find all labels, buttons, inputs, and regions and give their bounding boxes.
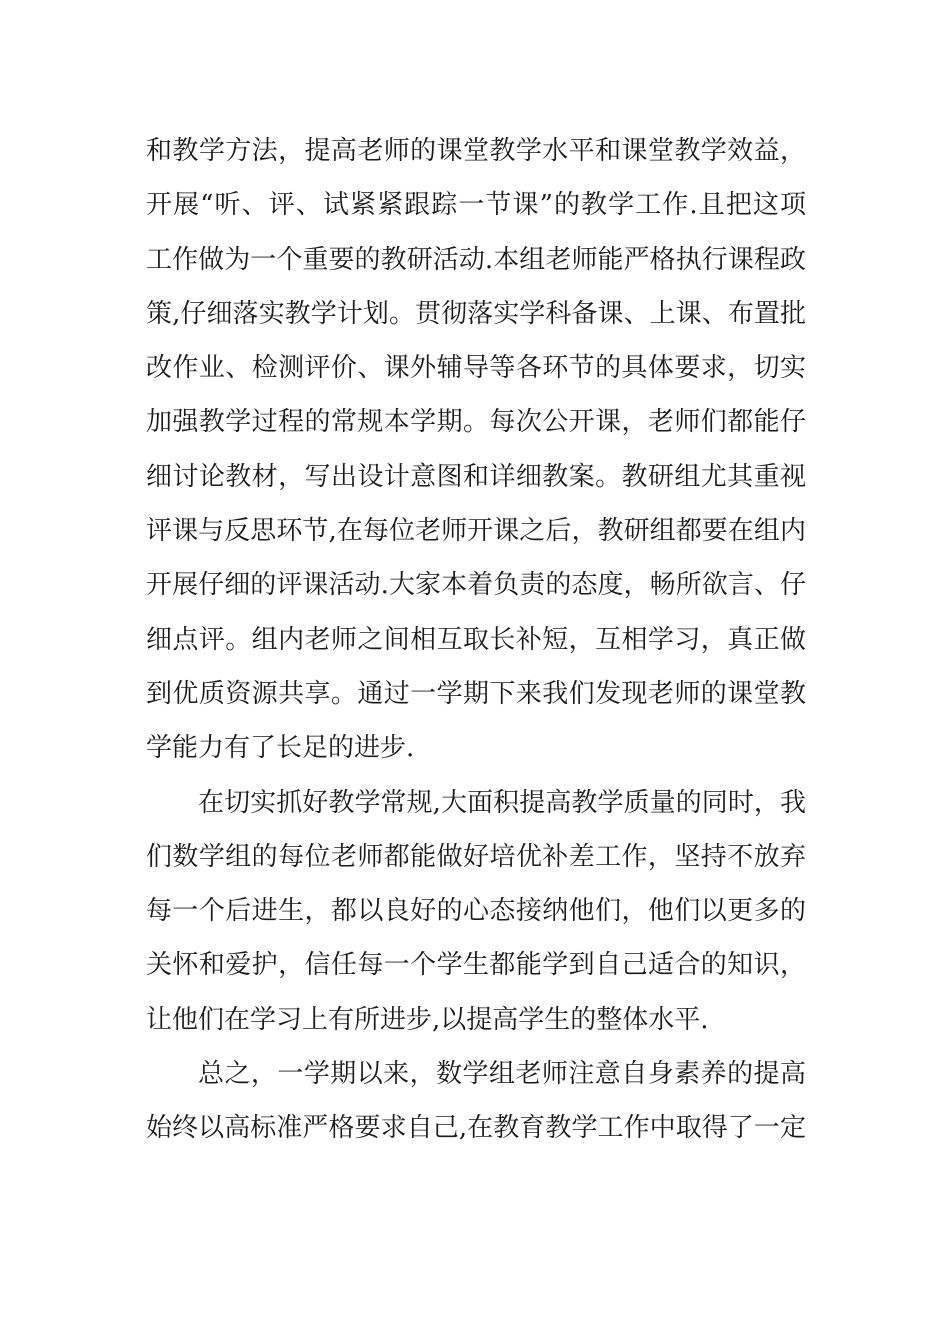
text-line: 开展“听、评、试紧紧跟踪一节课”的教学工作.且把这项 (146, 190, 806, 221)
text-line: 始终以高标准严格要求自己,在教育教学工作中取得了一定 (146, 1113, 806, 1144)
text-line: 开展仔细的评课活动.大家本着负责的态度，畅所欲言、仔 (146, 570, 806, 601)
text-line: 和教学方法，提高老师的课堂教学水平和课堂教学效益， (146, 136, 806, 166)
text-line: 关怀和爱护，信任每一个学生都能学到自己适合的知识， (146, 950, 806, 981)
text-line: 总之，一学期以来，数学组老师注意自身素养的提高 (198, 1059, 806, 1090)
text-line: 细点评。组内老师之间相互取长补短，互相学习，真正做 (146, 624, 806, 655)
text-line: 评课与反思环节,在每位老师开课之后，教研组都要在组内 (146, 516, 806, 547)
text-line: 工作做为一个重要的教研活动.本组老师能严格执行课程政 (146, 244, 806, 275)
text-line: 改作业、检测评价、课外辅导等各环节的具体要求，切实 (146, 353, 806, 384)
text-line: 细讨论教材，写出设计意图和详细教案。教研组尤其重视 (146, 461, 806, 492)
body-text (146, 124, 806, 1156)
text-line: 在切实抓好教学常规,大面积提高教学质量的同时，我 (198, 787, 806, 818)
text-line: 们数学组的每位老师都能做好培优补差工作，坚持不放弃 (146, 841, 806, 872)
text-line: 让他们在学习上有所进步,以提高学生的整体水平. (146, 1004, 709, 1035)
text-line: 到优质资源共享。通过一学期下来我们发现老师的课堂教 (146, 678, 806, 709)
text-line: 学能力有了长足的进步. (146, 733, 415, 764)
text-line: 每一个后进生，都以良好的心态接纳他们，他们以更多的 (146, 896, 806, 927)
text-line: 策,仔细落实教学计划。贯彻落实学科备课、上课、布置批 (146, 298, 806, 329)
text-line: 加强教学过程的常规本学期。每次公开课，老师们都能仔 (146, 407, 806, 438)
